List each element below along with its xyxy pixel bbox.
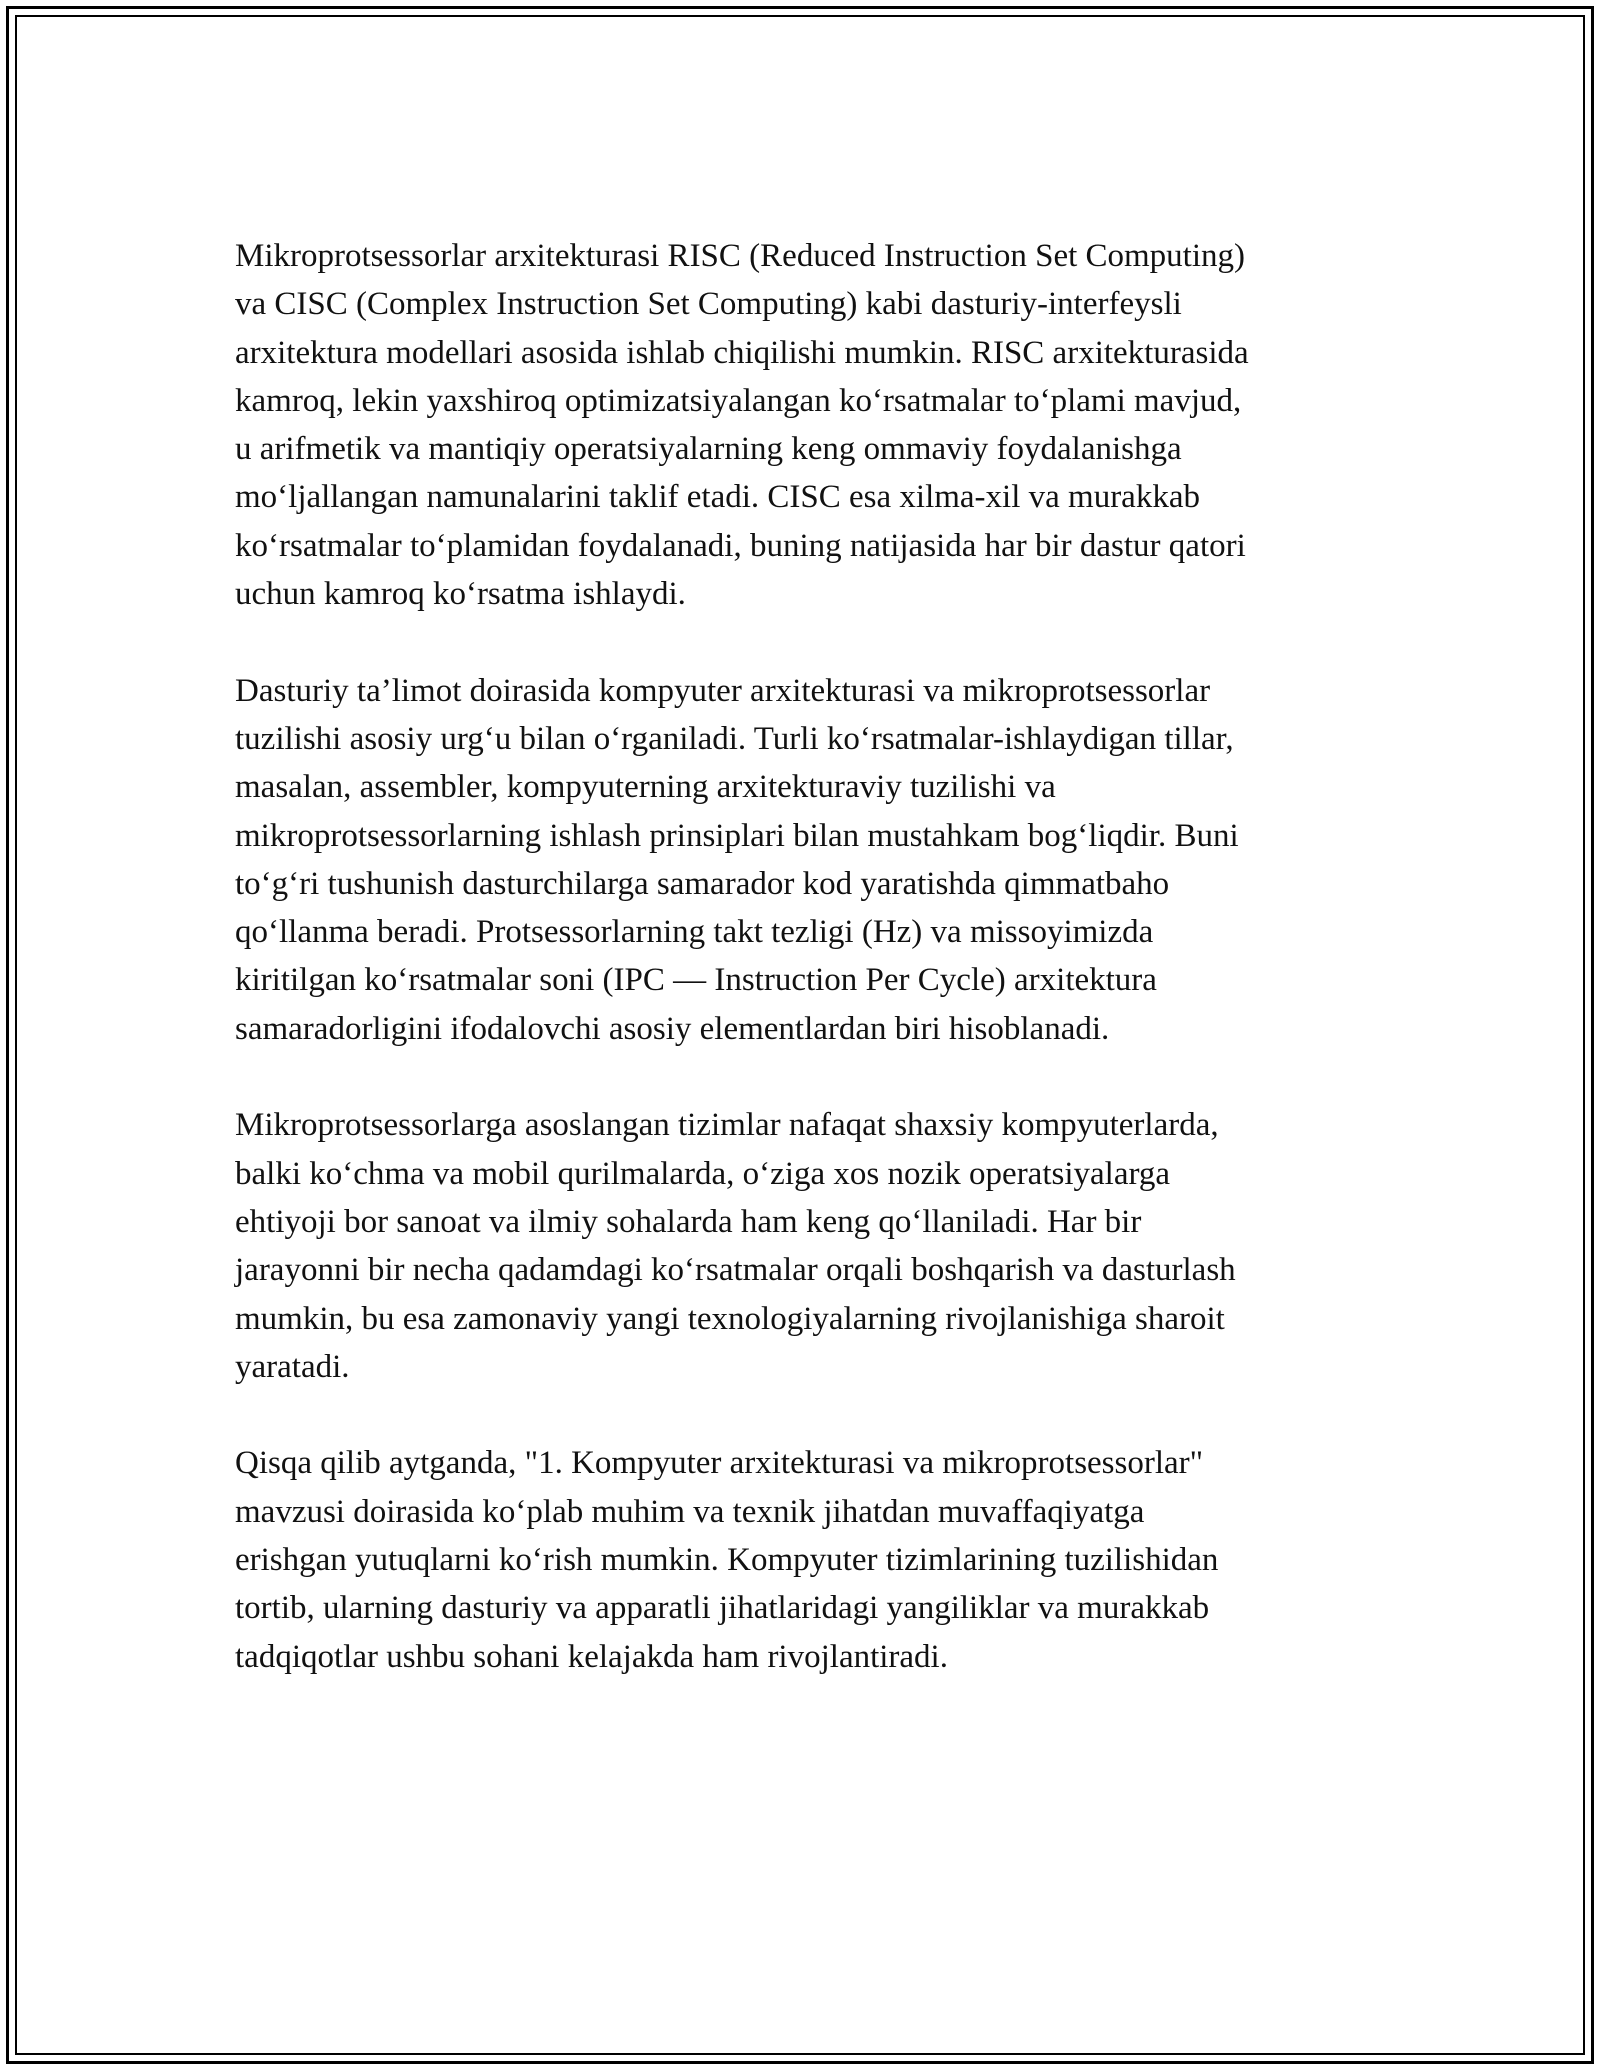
paragraph-2: Dasturiy ta’limot doirasida kompyuter arxitekturasi va mikroprotsessorlar tuzilishi asosiy urg‘u bilan o‘rganiladi. Turli ko‘rsatmalar-ishlaydigan tillar, masalan, assembler, kompyuterning arxitekturaviy tuzilishi va mikroprotsessorlarning ishlash prinsiplari bilan mustahkam bog‘liqdir. Buni to‘g‘ri tushunish dasturchilarga samarador kod yaratishda qimmatbaho qo‘llanma beradi. Protsessorlarning takt tezligi (Hz) va missoyimizda kiritilgan ko‘rsatmalar soni (IPC — Instruction Per Cycle) arxitektura samaradorligini ifodalovchi asosiy elementlardan biri hisoblanadi. — [235, 672, 1239, 1047]
paragraph-3: Mikroprotsessorlarga asoslangan tizimlar nafaqat shaxsiy kompyuterlarda, balki ko‘chma va mobil qurilmalarda, o‘ziga xos nozik operatsiyalarga ehtiyoji bor sanoat va ilmiy sohalarda ham keng qo‘llaniladi. Har bir jarayonni bir necha qadamdagi ko‘rsatmalar orqali boshqarish va dasturlash mumkin, bu esa zamonaviy yangi texnologiyalarning rivojlanishiga sharoit yaratadi. — [235, 1107, 1236, 1385]
paragraph-4: Qisqa qilib aytganda, "1. Kompyuter arxitekturasi va mikroprotsessorlar" mavzusi doirasida ko‘plab muhim va texnik jihatdan muvaffaqiyatga erishgan yutuqlarni ko‘rish mumkin. Kompyuter tizimlarining tuzilishidan tortib, ularning dasturiy va apparatli jihatlaridagi yangiliklar va murakkab tadqiqotlar ushbu sohani kelajakda ham rivojlantiradi. — [235, 1445, 1219, 1675]
document-body — [235, 232, 1375, 1729]
paragraph-1: Mikroprotsessorlar arxitekturasi RISC (Reduced Instruction Set Computing) va CISC (Complex Instruction Set Computing) kabi dasturiy-interfeysli arxitektura modellari asosida ishlab chiqilishi mumkin. RISC arxitekturasida kamroq, lekin yaxshiroq optimizatsiyalangan ko‘rsatmalar to‘plami mavjud, u arifmetik va mantiqiy operatsiyalarning keng ommaviy foydalanishga mo‘ljallangan namunalarini taklif etadi. CISC esa xilma-xil va murakkab ko‘rsatmalar to‘plamidan foydalanadi, buning natijasida har bir dastur qatori uchun kamroq ko‘rsatma ishlaydi. — [235, 238, 1249, 613]
